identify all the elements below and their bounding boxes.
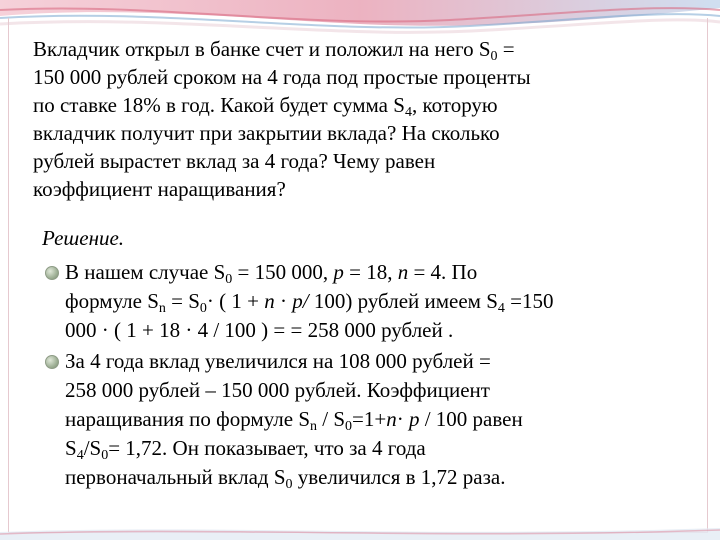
bottom-decoration	[0, 510, 720, 540]
bullet-icon	[45, 266, 59, 280]
solution-title: Решение.	[42, 226, 125, 250]
solution-p1-line-1: В нашем случае $S_0 = 150$ 000, p = 18, n = 4. По	[65, 260, 478, 287]
solution-p2-line-5: первоначальный вклад $S_0$ увеличился в 1,72 раза.	[65, 465, 506, 492]
problem-line-5: рублей вырастет вклад за 4 года? Чему равен	[33, 149, 436, 173]
problem-line-3: по ставке 18% в год. Какой будет сумма $S_4$, которую	[33, 93, 498, 120]
solution-paragraph-2	[65, 347, 665, 492]
solution-p2-line-1: За 4 года вклад увеличился на 108 000 рублей =	[65, 349, 491, 373]
solution-p1-line-2: формуле $S_n = S_0\cdot$ ( 1 + n · p/ 100) рублей имеем $S_4 =150$	[65, 289, 554, 316]
solution-p1-line-3: 000 · ( 1 + 18 · 4 / 100 ) = = 258 000 рублей .	[65, 318, 454, 342]
solution-paragraph-1	[65, 258, 665, 345]
problem-text	[33, 35, 688, 203]
problem-line-2: 150 000 рублей сроком на 4 года под простые проценты	[33, 65, 531, 89]
solution-p2-line-2: 258 000 рублей – 150 000 рублей. Коэффициент	[65, 378, 490, 402]
solution-p2-line-4: $S_4/S_0= 1,72$. Он показывает, что за 4 года	[65, 436, 426, 463]
problem-line-1: Вкладчик открыл в банке счет и положил на него $S_0$ =	[33, 37, 515, 64]
problem-line-4: вкладчик получит при закрытии вклада? На сколько	[33, 121, 500, 145]
bullet-icon	[45, 355, 59, 369]
problem-line-6: коэффициент наращивания?	[33, 177, 286, 201]
solution-p2-line-3: наращивания по формуле $S_n / S_0=1+n\cdot р / 100$ равен	[65, 407, 523, 434]
